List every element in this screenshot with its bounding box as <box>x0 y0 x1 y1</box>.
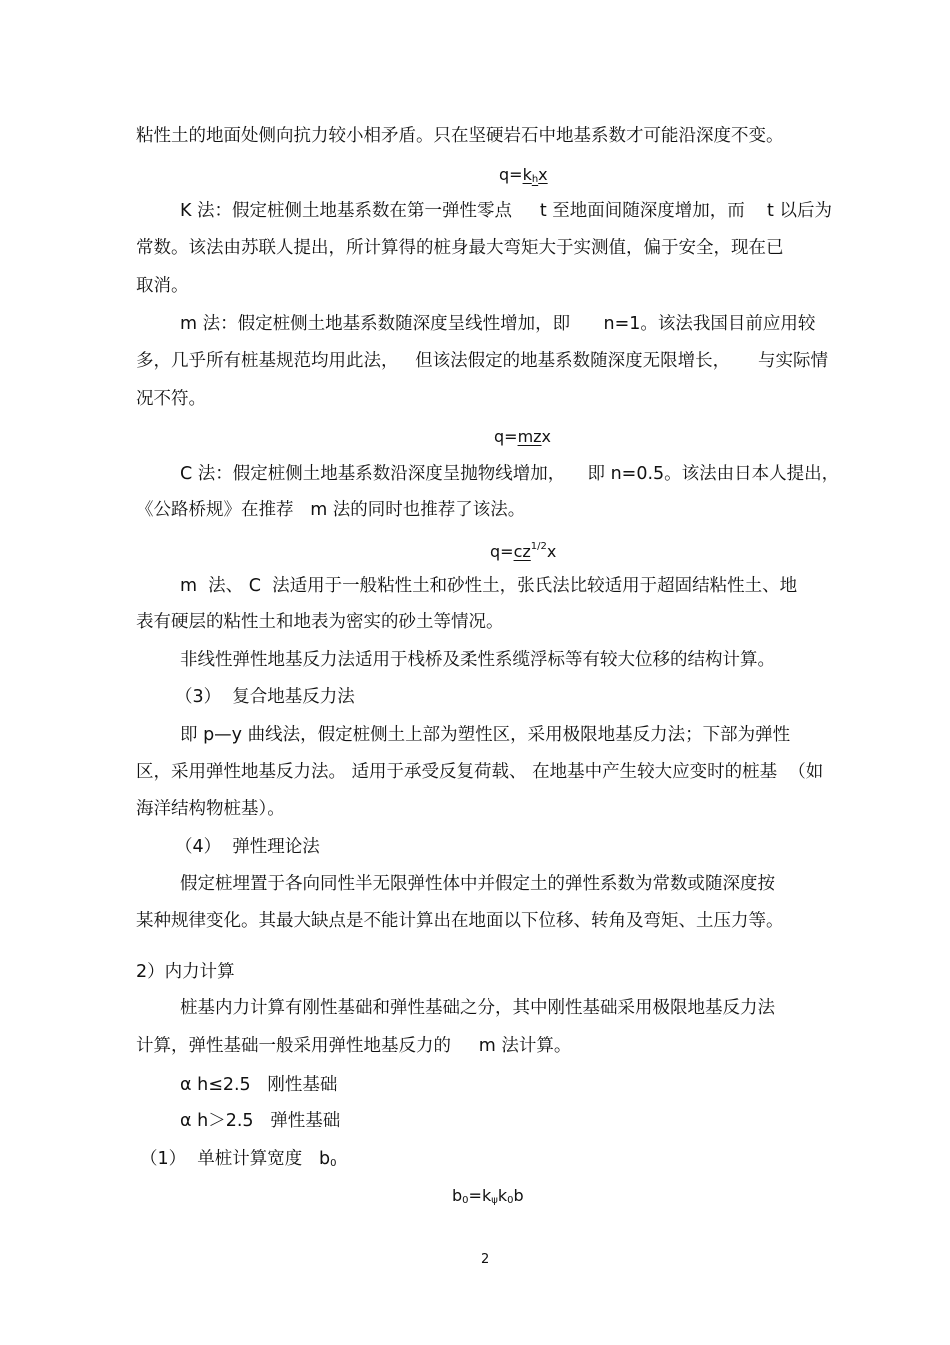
section-heading: 2）内力计算 <box>136 962 235 982</box>
paragraph-line: 多，几乎所有桩基规范均用此法， 但该法假定的地基系数随深度无限增长， 与实际情 <box>136 351 828 371</box>
paragraph-line: C 法：假定桩侧土地基系数沿深度呈抛物线增加， 即 n=0.5。该法由日本人提出， <box>180 464 840 484</box>
formula-q-mz-x: q=mzx <box>494 427 552 446</box>
paragraph-line: 况不符。 <box>136 389 206 409</box>
paragraph-line: 计算，弹性基础一般采用弹性地基反力的 m 法计算。 <box>136 1036 572 1056</box>
paragraph-line: 粘性土的地面处侧向抗力较小相矛盾。只在坚硬岩石中地基系数才可能沿深度不变。 <box>136 126 784 146</box>
formula-q-kh-x: $q=k_hx$ <box>499 165 548 185</box>
criterion-line: α h＞2.5 弹性基础 <box>180 1111 341 1131</box>
criterion-line: α h≤2.5 刚性基础 <box>180 1075 338 1095</box>
paragraph-line: 取消。 <box>136 276 189 296</box>
paragraph-line: 非线性弹性地基反力法适用于栈桥及柔性系缆浮标等有较大位移的结构计算。 <box>180 650 775 670</box>
formula-b0: $b_0=k_\psi k_0b$ <box>452 1186 524 1206</box>
page-number: 2 <box>481 1252 490 1267</box>
section-heading: （1） 单桩计算宽度 $b_0$ <box>140 1149 337 1169</box>
paragraph-line: 即 p—y 曲线法，假定桩侧土上部为塑性区，采用极限地基反力法；下部为弹性 <box>180 725 791 745</box>
paragraph-line: m 法：假定桩侧土地基系数随深度呈线性增加，即 n=1。该法我国目前应用较 <box>180 314 816 334</box>
paragraph-line: 某种规律变化。其最大缺点是不能计算出在地面以下位移、转角及弯矩、土压力等。 <box>136 911 784 931</box>
paragraph-line: 海洋结构物桩基）。 <box>136 799 285 819</box>
section-heading: （3） 复合地基反力法 <box>175 687 355 707</box>
paragraph-line: 常数。该法由苏联人提出，所计算得的桩身最大弯矩大于实测值，偏于安全，现在已 <box>136 238 784 258</box>
paragraph-line: m 法、 C 法适用于一般粘性土和砂性土，张氏法比较适用于超固结粘性土、地 <box>180 576 798 596</box>
formula-q-cz-x: $q=cz^{1/2}x$ <box>490 541 557 561</box>
paragraph-line: 区，采用弹性地基反力法。 适用于承受反复荷载、 在地基中产生较大应变时的桩基 （如 <box>136 762 824 782</box>
paragraph-line: 桩基内力计算有刚性基础和弹性基础之分，其中刚性基础采用极限地基反力法 <box>180 998 775 1018</box>
paragraph-line: 假定桩埋置于各向同性半无限弹性体中并假定土的弹性系数为常数或随深度按 <box>180 874 775 894</box>
paragraph-line: 《公路桥规》在推荐 m 法的同时也推荐了该法。 <box>136 500 526 520</box>
section-heading: （4） 弹性理论法 <box>175 837 320 857</box>
paragraph-line: K 法：假定桩侧土地基系数在第一弹性零点 t 至地面间随深度增加，而 t 以后为 <box>180 201 832 221</box>
paragraph-line: 表有硬层的粘性土和地表为密实的砂土等情况。 <box>136 612 504 632</box>
